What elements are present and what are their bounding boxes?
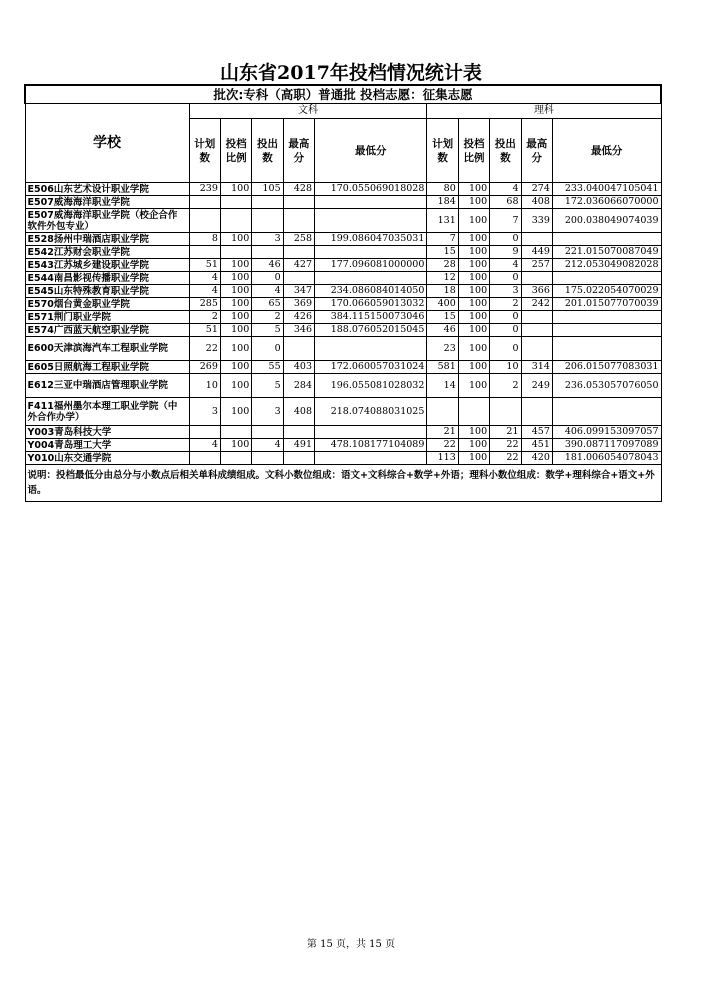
school-name-cell: E528扬州中瑞酒店职业学院: [25, 233, 189, 246]
table-row: [25, 361, 661, 374]
wen-value-cell: 196.055081028032: [315, 374, 427, 398]
li-value-cell: 406.099153097057: [552, 426, 661, 439]
li-value-cell: 457: [521, 426, 552, 439]
li-value-cell: 172.036066070000: [552, 196, 661, 209]
wen-value-cell: [252, 246, 283, 259]
li-value-cell: 22: [490, 452, 521, 465]
li-value-cell: 0: [490, 337, 521, 361]
wen-value-cell: 105: [252, 183, 283, 196]
table-row: [25, 233, 661, 246]
li-value-cell: 274: [521, 183, 552, 196]
li-value-cell: [521, 233, 552, 246]
li-value-cell: 200.038049074039: [552, 209, 661, 233]
wen-value-cell: 347: [283, 285, 314, 298]
wen-value-cell: 4: [252, 285, 283, 298]
wen-value-cell: 170.066059013032: [315, 298, 427, 311]
wen-value-cell: 3: [252, 398, 283, 426]
wen-value-cell: 100: [220, 259, 251, 272]
wen-value-cell: [220, 246, 251, 259]
li-value-cell: 21: [427, 426, 458, 439]
school-name-cell: E545山东特殊教育职业学院: [25, 285, 189, 298]
wen-value-cell: 5: [252, 374, 283, 398]
table-row: [25, 337, 661, 361]
li-value-cell: 100: [458, 311, 489, 324]
wen-value-cell: 491: [283, 439, 314, 452]
li-value-cell: [521, 398, 552, 426]
wen-value-cell: [315, 209, 427, 233]
li-value-cell: [521, 272, 552, 285]
li-value-cell: 100: [458, 426, 489, 439]
wen-value-cell: [315, 272, 427, 285]
li-value-cell: 4: [490, 183, 521, 196]
li-value-cell: 221.015070087049: [552, 246, 661, 259]
li-value-cell: [552, 324, 661, 337]
li-value-cell: 4: [490, 259, 521, 272]
li-plan-header: 计划数: [427, 119, 458, 183]
wen-value-cell: 100: [220, 311, 251, 324]
table-row: [25, 209, 661, 233]
li-value-cell: [458, 398, 489, 426]
wen-value-cell: 10: [189, 374, 220, 398]
li-value-cell: 366: [521, 285, 552, 298]
wen-value-cell: 100: [220, 324, 251, 337]
wen-ratio-header: 投档比例: [220, 119, 251, 183]
li-value-cell: 408: [521, 196, 552, 209]
wen-value-cell: 46: [252, 259, 283, 272]
li-value-cell: 206.015077083031: [552, 361, 661, 374]
li-value-cell: 46: [427, 324, 458, 337]
wen-value-cell: 51: [189, 324, 220, 337]
li-value-cell: 18: [427, 285, 458, 298]
school-name-cell: E612三亚中瑞酒店管理职业学院: [25, 374, 189, 398]
school-name-cell: F411福州墨尔本理工职业学院（中外合作办学）: [25, 398, 189, 426]
li-value-cell: 100: [458, 324, 489, 337]
wen-value-cell: 285: [189, 298, 220, 311]
li-out-header: 投出数: [490, 119, 521, 183]
wen-value-cell: [252, 196, 283, 209]
li-min-header: 最低分: [552, 119, 661, 183]
wen-value-cell: [283, 196, 314, 209]
wen-value-cell: 426: [283, 311, 314, 324]
li-ratio-header: 投档比例: [458, 119, 489, 183]
explanation-note: 说明：投档最低分由总分与小数点后相关单科成绩组成。文科小数位组成：语文+文科综合+数学+外语；理科小数位组成：数学+理科综合+语文+外语。: [25, 465, 661, 502]
li-value-cell: 249: [521, 374, 552, 398]
school-name-cell: Y004青岛理工大学: [25, 439, 189, 452]
table-row: [25, 439, 661, 452]
li-value-cell: 451: [521, 439, 552, 452]
wen-value-cell: 0: [252, 272, 283, 285]
wen-plan-header: 计划数: [189, 119, 220, 183]
li-value-cell: [552, 337, 661, 361]
table-row: [25, 298, 661, 311]
li-value-cell: 2: [490, 298, 521, 311]
wen-value-cell: 218.074088031025: [315, 398, 427, 426]
wen-value-cell: [189, 209, 220, 233]
wen-value-cell: 346: [283, 324, 314, 337]
page-title: 山东省2017年投档情况统计表: [220, 62, 482, 84]
li-value-cell: 15: [427, 246, 458, 259]
wen-value-cell: [315, 246, 427, 259]
wen-value-cell: [315, 196, 427, 209]
wen-max-header: 最高分: [283, 119, 314, 183]
wen-value-cell: 369: [283, 298, 314, 311]
wen-value-cell: 100: [220, 374, 251, 398]
li-value-cell: 390.087117097089: [552, 439, 661, 452]
wen-value-cell: 100: [220, 183, 251, 196]
like-group-header: 理科: [427, 104, 661, 119]
li-value-cell: 184: [427, 196, 458, 209]
school-name-cell: E544南昌影视传播职业学院: [25, 272, 189, 285]
wen-value-cell: 2: [189, 311, 220, 324]
wen-value-cell: 0: [252, 337, 283, 361]
table-row: [25, 246, 661, 259]
school-name-cell: E507威海海洋职业学院: [25, 196, 189, 209]
wen-value-cell: [283, 209, 314, 233]
school-name-cell: E571荆门职业学院: [25, 311, 189, 324]
batch-header: 批次:专科（高职）普通批 投档志愿：征集志愿: [25, 85, 661, 104]
li-value-cell: 100: [458, 272, 489, 285]
wen-value-cell: 51: [189, 259, 220, 272]
li-value-cell: [552, 272, 661, 285]
li-value-cell: [552, 311, 661, 324]
wen-value-cell: [315, 426, 427, 439]
page-footer: 第 15 页，共 15 页: [306, 939, 396, 950]
table-row: [25, 285, 661, 298]
li-value-cell: 21: [490, 426, 521, 439]
wen-value-cell: 100: [220, 439, 251, 452]
li-value-cell: 100: [458, 439, 489, 452]
li-value-cell: [521, 337, 552, 361]
table-row: [25, 398, 661, 426]
table-row: [25, 272, 661, 285]
wenke-group-header: 文科: [189, 104, 427, 119]
school-name-cell: E507威海海洋职业学院（校企合作软件外包专业）: [25, 209, 189, 233]
table-row: [25, 183, 661, 196]
li-value-cell: [490, 398, 521, 426]
school-name-cell: E543江苏城乡建设职业学院: [25, 259, 189, 272]
li-value-cell: 100: [458, 183, 489, 196]
li-value-cell: 9: [490, 246, 521, 259]
wen-value-cell: 427: [283, 259, 314, 272]
school-name-cell: E542江苏财会职业学院: [25, 246, 189, 259]
school-name-cell: Y003青岛科技大学: [25, 426, 189, 439]
wen-value-cell: 4: [189, 272, 220, 285]
wen-value-cell: [315, 452, 427, 465]
li-value-cell: 0: [490, 272, 521, 285]
wen-value-cell: [283, 272, 314, 285]
table-row: [25, 426, 661, 439]
wen-value-cell: [189, 246, 220, 259]
li-value-cell: 420: [521, 452, 552, 465]
li-value-cell: 100: [458, 259, 489, 272]
li-value-cell: 181.006054078043: [552, 452, 661, 465]
li-value-cell: 175.022054070029: [552, 285, 661, 298]
table-row: [25, 259, 661, 272]
li-value-cell: 131: [427, 209, 458, 233]
wen-value-cell: 4: [252, 439, 283, 452]
wen-value-cell: 478.108177104089: [315, 439, 427, 452]
wen-value-cell: 55: [252, 361, 283, 374]
wen-value-cell: [252, 426, 283, 439]
li-value-cell: 339: [521, 209, 552, 233]
wen-value-cell: 172.060057031024: [315, 361, 427, 374]
li-value-cell: 3: [490, 285, 521, 298]
li-value-cell: 100: [458, 196, 489, 209]
wen-value-cell: 100: [220, 361, 251, 374]
li-value-cell: 100: [458, 246, 489, 259]
li-value-cell: 100: [458, 374, 489, 398]
wen-value-cell: 8: [189, 233, 220, 246]
li-value-cell: 68: [490, 196, 521, 209]
wen-value-cell: 65: [252, 298, 283, 311]
li-max-header: 最高分: [521, 119, 552, 183]
li-value-cell: 100: [458, 452, 489, 465]
wen-value-cell: 384.115150073046: [315, 311, 427, 324]
school-column-header: 学校: [25, 104, 189, 183]
wen-value-cell: [283, 246, 314, 259]
li-value-cell: 212.053049082028: [552, 259, 661, 272]
wen-value-cell: [220, 209, 251, 233]
wen-value-cell: 403: [283, 361, 314, 374]
li-value-cell: 0: [490, 311, 521, 324]
school-name-cell: Y010山东交通学院: [25, 452, 189, 465]
li-value-cell: 100: [458, 337, 489, 361]
wen-value-cell: 4: [189, 285, 220, 298]
wen-value-cell: 269: [189, 361, 220, 374]
wen-value-cell: 177.096081000000: [315, 259, 427, 272]
li-value-cell: 100: [458, 361, 489, 374]
wen-value-cell: [252, 209, 283, 233]
table-row: [25, 452, 661, 465]
table-row: [25, 196, 661, 209]
wen-value-cell: [189, 196, 220, 209]
wen-value-cell: [315, 337, 427, 361]
wen-value-cell: 100: [220, 272, 251, 285]
li-value-cell: 12: [427, 272, 458, 285]
school-name-cell: E605日照航海工程职业学院: [25, 361, 189, 374]
li-value-cell: 22: [490, 439, 521, 452]
li-value-cell: [521, 311, 552, 324]
wen-value-cell: [220, 196, 251, 209]
school-name-cell: E600天津滨海汽车工程职业学院: [25, 337, 189, 361]
li-value-cell: 257: [521, 259, 552, 272]
li-value-cell: 14: [427, 374, 458, 398]
wen-value-cell: 100: [220, 337, 251, 361]
li-value-cell: [552, 233, 661, 246]
wen-value-cell: 239: [189, 183, 220, 196]
li-value-cell: 22: [427, 439, 458, 452]
wen-value-cell: 284: [283, 374, 314, 398]
li-value-cell: 236.053057076050: [552, 374, 661, 398]
table-row: [25, 324, 661, 337]
admission-table: [24, 84, 662, 502]
wen-value-cell: 3: [252, 233, 283, 246]
wen-value-cell: 188.076052015045: [315, 324, 427, 337]
wen-value-cell: 4: [189, 439, 220, 452]
school-name-cell: E506山东艺术设计职业学院: [25, 183, 189, 196]
li-value-cell: 7: [490, 209, 521, 233]
school-name-cell: E574广西蓝天航空职业学院: [25, 324, 189, 337]
wen-value-cell: 2: [252, 311, 283, 324]
wen-min-header: 最低分: [315, 119, 427, 183]
school-name-cell: E570烟台黄金职业学院: [25, 298, 189, 311]
li-value-cell: 7: [427, 233, 458, 246]
li-value-cell: 100: [458, 285, 489, 298]
wen-value-cell: [283, 452, 314, 465]
li-value-cell: 10: [490, 361, 521, 374]
wen-value-cell: 234.086084014050: [315, 285, 427, 298]
wen-value-cell: [189, 452, 220, 465]
wen-value-cell: [283, 337, 314, 361]
li-value-cell: [427, 398, 458, 426]
li-value-cell: 100: [458, 298, 489, 311]
table-row: [25, 311, 661, 324]
table-row: [25, 374, 661, 398]
wen-value-cell: 170.055069018028: [315, 183, 427, 196]
wen-value-cell: [220, 452, 251, 465]
wen-out-header: 投出数: [252, 119, 283, 183]
li-value-cell: 581: [427, 361, 458, 374]
wen-value-cell: 100: [220, 398, 251, 426]
wen-value-cell: 408: [283, 398, 314, 426]
li-value-cell: 113: [427, 452, 458, 465]
wen-value-cell: [220, 426, 251, 439]
li-value-cell: [521, 324, 552, 337]
wen-value-cell: 100: [220, 298, 251, 311]
li-value-cell: 15: [427, 311, 458, 324]
wen-value-cell: 428: [283, 183, 314, 196]
wen-value-cell: [189, 426, 220, 439]
wen-value-cell: 100: [220, 233, 251, 246]
li-value-cell: 0: [490, 324, 521, 337]
li-value-cell: 0: [490, 233, 521, 246]
li-value-cell: 28: [427, 259, 458, 272]
li-value-cell: 100: [458, 209, 489, 233]
li-value-cell: 400: [427, 298, 458, 311]
li-value-cell: 2: [490, 374, 521, 398]
wen-value-cell: 100: [220, 285, 251, 298]
li-value-cell: 233.040047105041: [552, 183, 661, 196]
wen-value-cell: 199.086047035031: [315, 233, 427, 246]
li-value-cell: 100: [458, 233, 489, 246]
li-value-cell: 23: [427, 337, 458, 361]
li-value-cell: 80: [427, 183, 458, 196]
wen-value-cell: 258: [283, 233, 314, 246]
li-value-cell: 314: [521, 361, 552, 374]
li-value-cell: [552, 398, 661, 426]
wen-value-cell: 22: [189, 337, 220, 361]
wen-value-cell: 5: [252, 324, 283, 337]
wen-value-cell: [252, 452, 283, 465]
wen-value-cell: [283, 426, 314, 439]
li-value-cell: 449: [521, 246, 552, 259]
li-value-cell: 242: [521, 298, 552, 311]
wen-value-cell: 3: [189, 398, 220, 426]
li-value-cell: 201.015077070039: [552, 298, 661, 311]
